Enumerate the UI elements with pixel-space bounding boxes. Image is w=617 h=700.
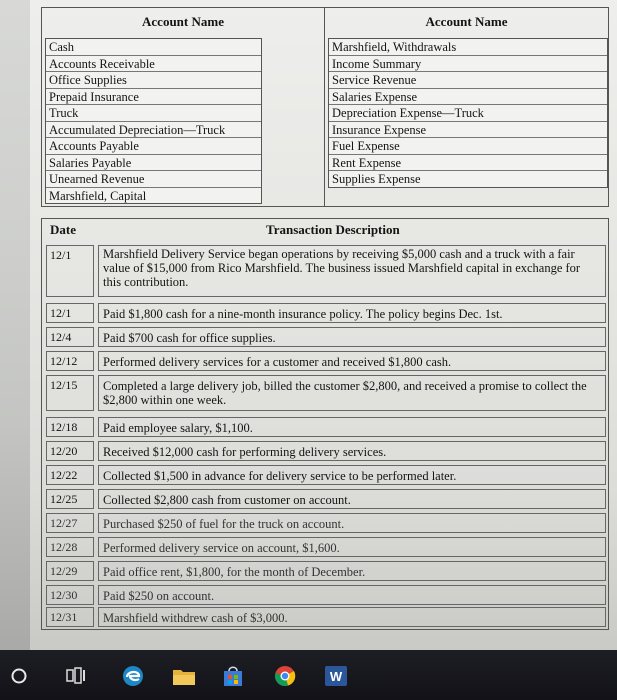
account-item: Salaries Expense <box>329 89 607 106</box>
account-item: Unearned Revenue <box>46 171 261 188</box>
edge-icon[interactable] <box>122 665 144 687</box>
account-item: Insurance Expense <box>329 122 607 139</box>
transaction-description: Collected $2,800 cash from customer on account. <box>98 489 606 509</box>
table-row <box>44 303 606 323</box>
table-row <box>44 465 606 485</box>
transaction-date: 12/25 <box>46 489 94 509</box>
description-header: Transaction Description <box>266 222 400 237</box>
date-header: Date <box>50 222 76 237</box>
account-name-header-right: Account Name <box>425 14 508 29</box>
table-row <box>44 607 606 627</box>
table-row <box>44 537 606 557</box>
taskbar <box>0 650 617 700</box>
store-icon[interactable] <box>222 665 244 687</box>
transaction-description: Collected $1,500 in advance for delivery service to be performed later. <box>98 465 606 485</box>
account-names-table <box>41 7 609 207</box>
task-view-icon[interactable] <box>66 667 86 685</box>
account-item: Accounts Receivable <box>46 56 261 73</box>
transaction-description: Paid $1,800 cash for a nine-month insurance policy. The policy begins Dec. 1st. <box>98 303 606 323</box>
account-item: Truck <box>46 105 261 122</box>
transaction-date: 12/30 <box>46 585 94 605</box>
file-explorer-icon[interactable] <box>172 666 196 686</box>
right-account-list <box>328 38 608 188</box>
table-row <box>44 441 606 461</box>
account-item: Depreciation Expense—Truck <box>329 105 607 122</box>
table-row <box>44 489 606 509</box>
table-row <box>44 245 606 297</box>
transaction-description: Paid $250 on account. <box>98 585 606 605</box>
transaction-date: 12/28 <box>46 537 94 557</box>
transaction-date: 12/15 <box>46 375 94 411</box>
svg-text:W: W <box>329 669 343 684</box>
transaction-date: 12/4 <box>46 327 94 347</box>
account-item: Rent Expense <box>329 155 607 172</box>
account-name-header-left: Account Name <box>142 14 224 29</box>
transaction-description: Paid employee salary, $1,100. <box>98 417 606 437</box>
table-row <box>44 561 606 581</box>
transaction-description: Completed a large delivery job, billed the customer $2,800, and received a promise to collect the $2,800 within one week. <box>98 375 606 411</box>
account-item: Cash <box>46 39 261 56</box>
transaction-description: Performed delivery services for a customer and received $1,800 cash. <box>98 351 606 371</box>
account-item: Prepaid Insurance <box>46 89 261 106</box>
table-row <box>44 585 606 605</box>
transaction-date: 12/18 <box>46 417 94 437</box>
transaction-date: 12/20 <box>46 441 94 461</box>
table-row <box>44 327 606 347</box>
left-account-list <box>45 38 262 204</box>
transaction-description: Marshfield withdrew cash of $3,000. <box>98 607 606 627</box>
transaction-description: Purchased $250 of fuel for the truck on account. <box>98 513 606 533</box>
transaction-date: 12/1 <box>46 303 94 323</box>
table-row <box>44 417 606 437</box>
transaction-date: 12/12 <box>46 351 94 371</box>
account-item: Supplies Expense <box>332 172 421 186</box>
cortana-circle-icon[interactable] <box>10 667 28 685</box>
account-item: Marshfield, Withdrawals <box>329 39 607 56</box>
chrome-icon[interactable] <box>274 665 296 687</box>
account-item: Accumulated Depreciation—Truck <box>46 122 261 139</box>
transaction-date: 12/29 <box>46 561 94 581</box>
account-item: Service Revenue <box>329 72 607 89</box>
account-item: Accounts Payable <box>46 138 261 155</box>
transaction-description: Paid office rent, $1,800, for the month of December. <box>98 561 606 581</box>
transaction-date: 12/27 <box>46 513 94 533</box>
account-item: Fuel Expense <box>329 138 607 155</box>
transaction-date: 12/1 <box>46 245 94 297</box>
account-item: Income Summary <box>329 56 607 73</box>
account-item: Office Supplies <box>46 72 261 89</box>
account-item: Marshfield, Capital <box>49 188 147 203</box>
table-row <box>44 375 606 411</box>
table-row <box>44 351 606 371</box>
word-icon[interactable] <box>325 665 347 687</box>
table-row <box>44 513 606 533</box>
transaction-description: Paid $700 cash for office supplies. <box>98 327 606 347</box>
transactions-table <box>41 218 609 630</box>
transaction-description: Performed delivery service on account, $1,600. <box>98 537 606 557</box>
account-item: Salaries Payable <box>46 155 261 172</box>
transaction-description: Received $12,000 cash for performing delivery services. <box>98 441 606 461</box>
transaction-date: 12/31 <box>46 607 94 627</box>
transaction-date: 12/22 <box>46 465 94 485</box>
transaction-description: Marshfield Delivery Service began operations by receiving $5,000 cash and a truck with a fair value of $15,000 from Rico Marshfield. The business issued Marshfield capital in exchange for this contribution. <box>98 245 606 297</box>
